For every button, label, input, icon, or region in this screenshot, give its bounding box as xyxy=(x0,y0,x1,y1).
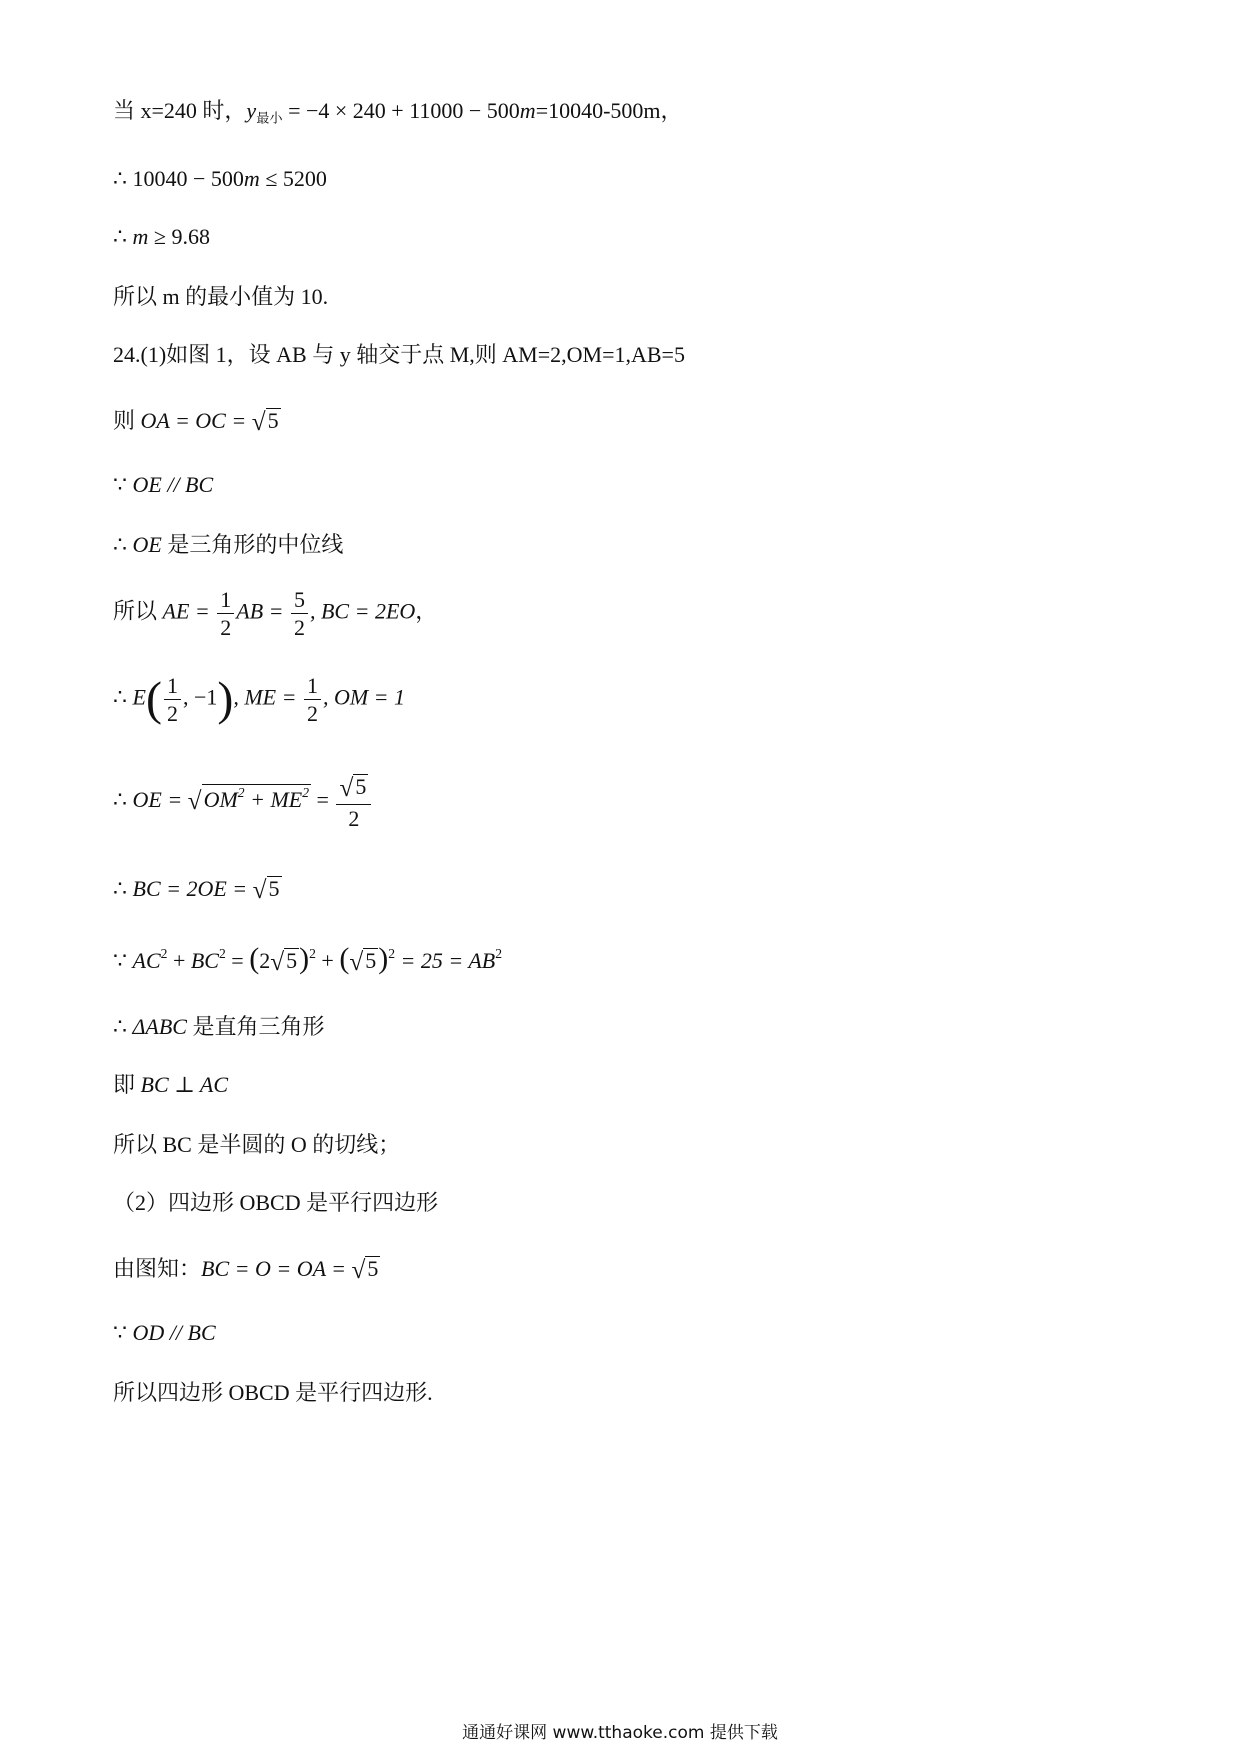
fraction-5-2: $\frac{5}{2}$ xyxy=(291,588,308,639)
line-15: 即 BC ⊥ AC xyxy=(113,1072,229,1097)
fraction-1-2: $\frac{1}{2}$ xyxy=(304,674,321,725)
line-8: ∴ OE 是三角形的中位线 xyxy=(113,532,344,557)
line-4: 所以 m 的最小值为 10. xyxy=(113,284,329,309)
sqrt-sum: $√OM^2 + ME^2$ xyxy=(187,784,310,815)
sqrt-5: √5 xyxy=(252,876,280,904)
sqrt-5: √5 xyxy=(351,1256,379,1284)
line-9: 所以 AE = $\frac{1}{2}$ AB = $\frac{5}{2}$ , BC = 2EO， xyxy=(113,587,438,641)
line-17: （2）四边形 OBCD 是平行四边形 xyxy=(113,1190,439,1215)
line-16: 所以 BC 是半圆的 O 的切线； xyxy=(113,1132,401,1157)
line-19: ∵ OD // BC xyxy=(113,1320,216,1345)
line-20: 所以四边形 OBCD 是平行四边形. xyxy=(113,1380,433,1405)
line-5: 24.(1)如图 1，设 AB 与 y 轴交于点 M,则 AM=2,OM=1,AB=5 xyxy=(113,342,685,367)
line-3: ∴ m ≥ 9.68 xyxy=(113,224,210,249)
line-2: ∴ 10040 − 500m ≤ 5200 xyxy=(113,166,327,191)
line-11: ∴ OE = $√OM^2 + ME^2$ = $\frac{√5}{2}$ xyxy=(113,774,373,830)
page-footer: 通通好课网 www.tthaoke.com 提供下载 xyxy=(462,1723,778,1743)
sqrt-5: √5 xyxy=(251,408,279,436)
line-14: ∴ ΔABC 是直角三角形 xyxy=(113,1014,325,1039)
fraction-sqrt5-2: $\frac{√5}{2}$ xyxy=(336,774,371,830)
fraction-1-2: $\frac{1}{2}$ xyxy=(164,674,181,725)
line-7: ∵ OE // BC xyxy=(113,472,214,497)
line-6: 则 OA = OC = √5 xyxy=(113,408,279,436)
line-12: ∴ BC = 2OE = √5 xyxy=(113,876,280,904)
line-18: 由图知：BC = O = OA = √5 xyxy=(113,1256,379,1284)
sqrt-5: √5 xyxy=(349,948,377,976)
line-10: ∴ E( $\frac{1}{2}$ , −1), ME = $\frac{1}{2}$ , OM = 1 xyxy=(113,672,406,727)
sqrt-5: √5 xyxy=(270,948,298,976)
line-1: 当 x=240 时，$y_{最小} = -4 \times 240 + 11000 - 500m=10040-500m$， xyxy=(113,98,683,126)
line-13: ∵ $AC^2 + BC^2 = (2√5)^2 + (√5)^2 = 25 = AB^2$ xyxy=(113,942,503,976)
fraction-1-2: $\frac{1}{2}$ xyxy=(217,588,234,639)
